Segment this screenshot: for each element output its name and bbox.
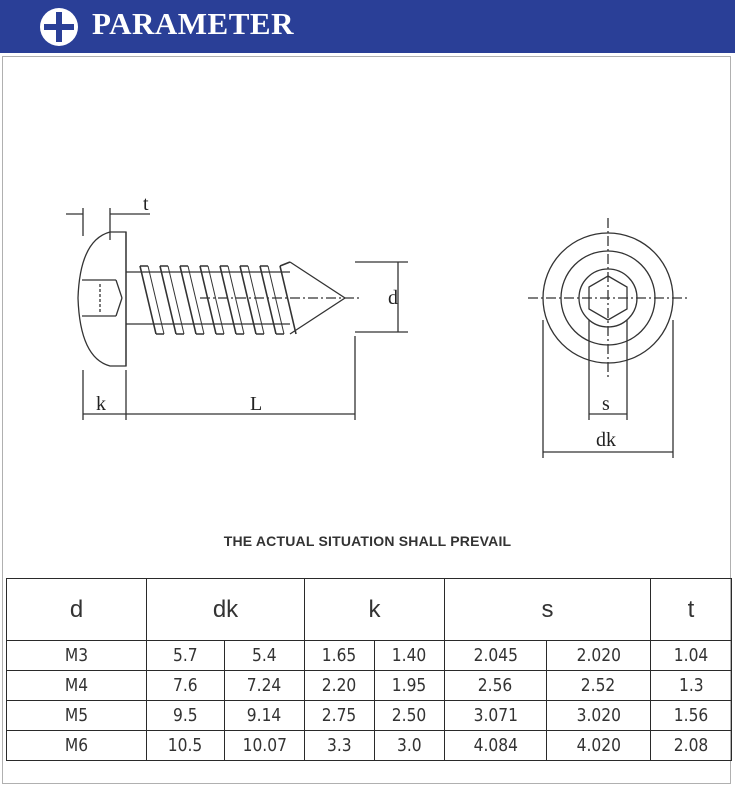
table-cell: M4: [64, 675, 89, 696]
table-row: [7, 701, 732, 731]
table-cell: 2.75: [322, 705, 357, 726]
dim-label-s: s: [602, 393, 610, 415]
cross-circle-icon: [39, 7, 79, 47]
table-row: [7, 731, 732, 761]
table-cell: 1.56: [673, 705, 709, 726]
table-row: [7, 671, 732, 701]
table-cell: 5.4: [252, 645, 277, 666]
table-cell: 1.3: [678, 675, 704, 696]
parameter-table: [6, 578, 732, 761]
header-k: k: [305, 579, 445, 641]
header-t: t: [651, 579, 732, 641]
notice-text: THE ACTUAL SITUATION SHALL PREVAIL: [223, 533, 512, 549]
table-cell: 4.084: [473, 735, 518, 756]
header-banner: [0, 0, 735, 53]
table-cell: 3.071: [473, 705, 518, 726]
table-cell: 10.5: [168, 735, 203, 756]
table-cell: 2.52: [581, 675, 616, 696]
header-s: s: [445, 579, 651, 641]
page-title: PARAMETER: [92, 6, 294, 41]
table-cell: 9.5: [173, 705, 198, 726]
table-cell: 1.95: [392, 675, 427, 696]
table-cell: 2.20: [322, 675, 357, 696]
table-cell: M3: [64, 645, 89, 666]
table-cell: 9.14: [247, 705, 282, 726]
table-row: [7, 641, 732, 671]
table-cell: 2.020: [576, 645, 621, 666]
table-cell: 3.020: [576, 705, 621, 726]
table-cell: 2.50: [392, 705, 427, 726]
table-cell: 7.6: [173, 675, 198, 696]
table-cell: M6: [64, 735, 89, 756]
table-cell: 1.65: [322, 645, 357, 666]
dim-label-t: t: [143, 193, 149, 215]
table-header-row: [7, 579, 732, 641]
table-cell: 2.08: [673, 735, 709, 756]
table-cell: M5: [64, 705, 89, 726]
table-cell: 7.24: [247, 675, 282, 696]
screw-technical-drawing: [0, 180, 735, 470]
table-cell: 1.40: [392, 645, 427, 666]
dim-label-dk: dk: [596, 429, 616, 451]
header-d: d: [7, 579, 147, 641]
dim-label-L: L: [250, 393, 263, 415]
table-cell: 3.0: [397, 735, 422, 756]
dim-label-k: k: [96, 393, 106, 415]
table-cell: 1.04: [673, 645, 709, 666]
table-cell: 5.7: [173, 645, 198, 666]
table-cell: 2.56: [478, 675, 513, 696]
table-cell: 3.3: [327, 735, 352, 756]
header-dk: dk: [147, 579, 305, 641]
dim-label-d: d: [388, 287, 398, 309]
table-cell: 2.045: [473, 645, 518, 666]
table-cell: 10.07: [242, 735, 287, 756]
table-cell: 4.020: [576, 735, 621, 756]
